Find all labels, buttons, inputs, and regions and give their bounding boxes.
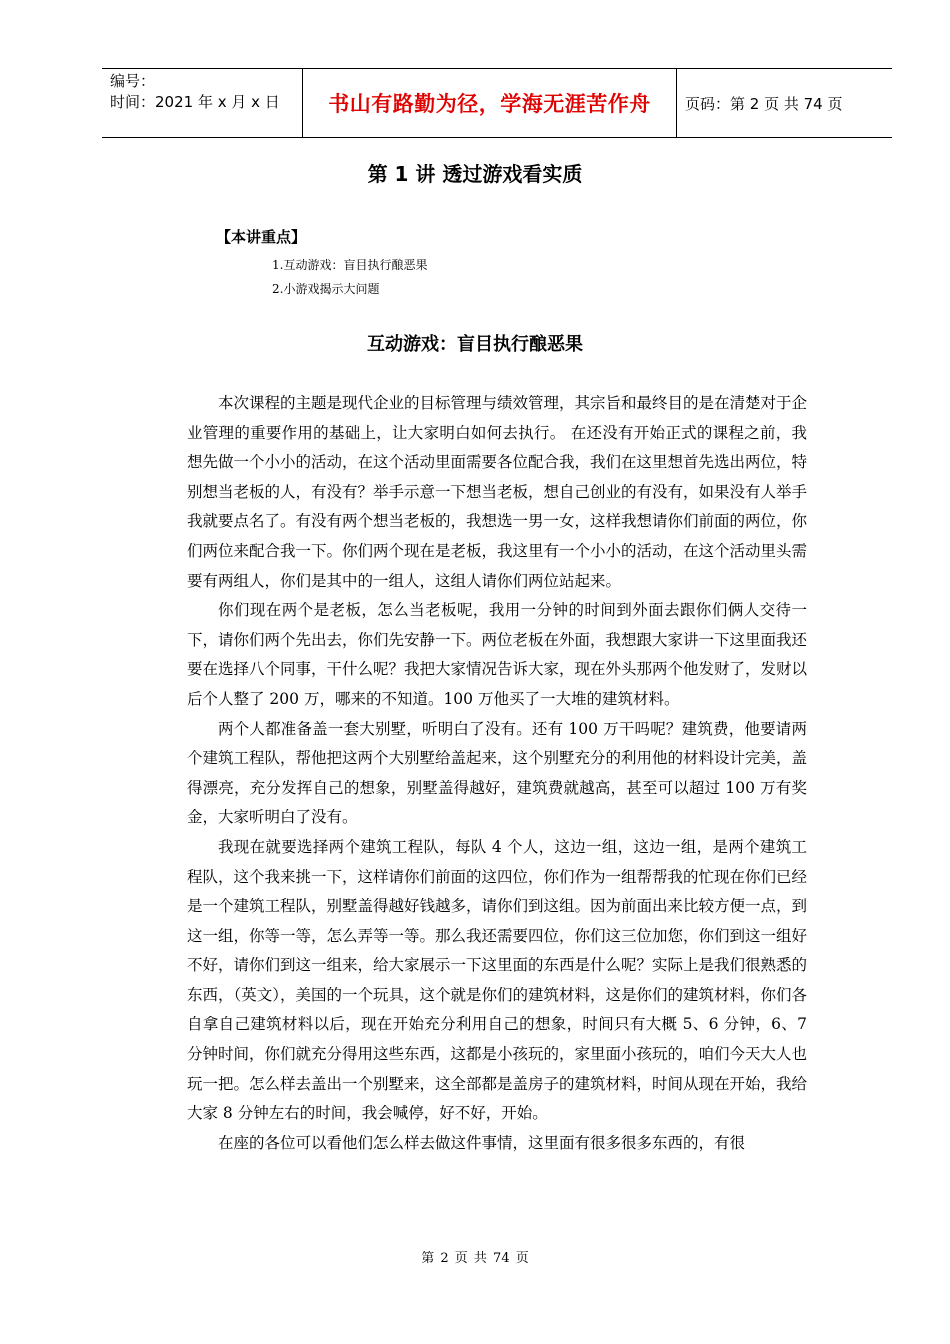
lecture-title: 第 1 讲 透过游戏看实质 <box>367 162 583 186</box>
motto-text: 书山有路勤为径，学海无涯苦作舟 <box>328 92 651 116</box>
paragraph: 本次课程的主题是现代企业的目标管理与绩效管理，其宗旨和最终目的是在清楚对于企业管理的重要作用的基础上，让大家明白如何去执行。 在还没有开始正式的课程之前，我想先做一个小小的活动，在这个活动里面需要各位配合我，我们在这里想首先选出两位，特别想当老板的人，有没有？举手示意一下想当老板，想自己创业的有没有，如果没有人举手我就要点名了。有没有两个想当老板的，我想选一男一女，这样我想请你们前面的两位，你们两位来配合我一下。你们两个现在是老板，我这里有一个小小的活动，在这个活动里头需要有两组人，你们是其中的一组人，这组人请你们两位站起来。 <box>187 394 808 590</box>
key-points-heading: 【本讲重点】 <box>216 228 307 246</box>
page-footer: 第 2 页 共 74 页 <box>421 1251 529 1266</box>
paragraph: 在座的各位可以看他们怎么样去做这件事情，这里面有很多很多东西的，有很 <box>218 1133 746 1152</box>
paragraph: 两个人都准备盖一套大别墅，听明白了没有。还有 100 万干吗呢？建筑费，他要请两个建筑工程队，帮他把这两个大别墅给盖起来，这个别墅充分的利用他的材料设计完美，盖得漂亮，充分发挥自己的想象，别墅盖得越好，建筑费就越高，甚至可以超过 100 万有奖金，大家听明白了没有。 <box>187 719 808 827</box>
key-point-item: 1.互动游戏：盲目执行酿恶果 <box>272 258 428 272</box>
paragraph: 我现在就要选择两个建筑工程队，每队 4 个人，这边一组，这边一组，是两个建筑工程队，这个我来挑一下，这样请你们前面的这四位，你们作为一组帮帮我的忙现在你们已经是一个建筑工程队，别墅盖得越好钱越多，请你们到这组。因为前面出来比较方便一点，到这一组，你等一等，怎么弄等一等。那么我还需要四位，你们这三位加您，你们到这一组好不好，请你们到这一组来，给大家展示一下这里面的东西是什么呢？实际上是我们很熟悉的东西，（英文），美国的一个玩具，这个就是你们的建筑材料，这是你们的建筑材料，你们各自拿自己建筑材料以后，现在开始充分利用自己的想象，时间只有大概 5、6 分钟，6、7 分钟时间，你们就充分得用这些东西，这都是小孩玩的，家里面小孩玩的，咱们今天大人也玩一把。怎么样去盖出一个别墅来，这全部都是盖房子的建筑材料，时间从现在开始，我给大家 8 分钟左右的时间，我会喊停，好不好，开始。 <box>187 837 808 1123</box>
section-title: 互动游戏：盲目执行酿恶果 <box>367 334 583 355</box>
key-point-item: 2.小游戏揭示大问题 <box>272 282 380 296</box>
header-page-code-cell <box>677 69 892 137</box>
paragraph: 你们现在两个是老板，怎么当老板呢，我用一分钟的时间到外面去跟你们俩人交待一下，请你们两个先出去，你们先安静一下。两位老板在外面，我想跟大家讲一下这里面我还要在选择八个同事，干什么呢？我把大家情况告诉大家，现在外头那两个他发财了，发财以后个人整了 200 万，哪来的不知道。100 万他买了一大堆的建筑材料。 <box>187 601 808 708</box>
page-code: 页码：第 2 页 共 74 页 <box>685 94 843 113</box>
header-table <box>102 68 892 138</box>
header-meta <box>102 69 302 137</box>
body-text <box>187 389 807 1158</box>
date-label: 时间：2021 年 x 月 x 日 <box>110 93 280 111</box>
number-label: 编号： <box>110 72 156 90</box>
header-motto-cell <box>302 69 677 137</box>
